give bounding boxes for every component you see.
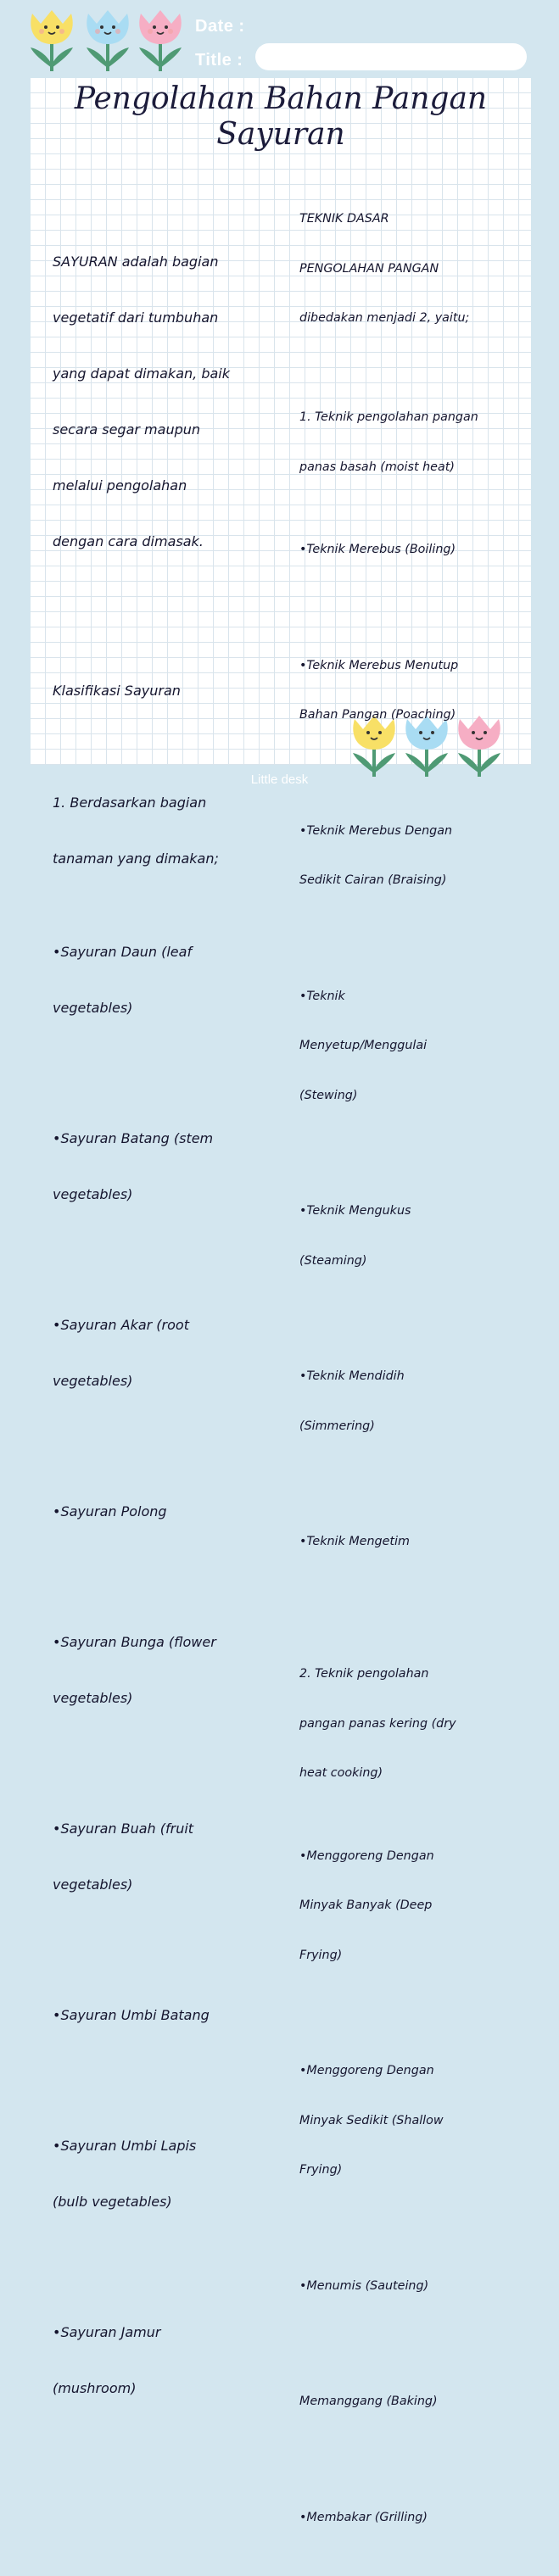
- list-item: [53, 1092, 286, 1241]
- group-title-line: pangan panas kering (dry: [299, 1716, 456, 1731]
- list-item: [299, 2361, 522, 2444]
- list-item: [53, 1782, 286, 1932]
- list-item-line: Sedikit Cairan (Braising): [299, 873, 447, 887]
- list-item-line: •Membakar (Grilling): [299, 2510, 428, 2524]
- intro-line: secara segar maupun: [53, 421, 201, 438]
- list-item-line: •Menumis (Sauteing): [299, 2278, 429, 2293]
- list-item: [299, 1501, 522, 1584]
- list-item: [299, 2477, 522, 2560]
- list-item-line: •Teknik Merebus Dengan: [299, 823, 453, 838]
- list-item-line: •Sayuran Bunga (flower: [53, 1634, 216, 1650]
- list-item: [53, 1969, 286, 2062]
- list-item-line: Minyak Sedikit (Shallow: [299, 2113, 444, 2127]
- list-item: [53, 1465, 286, 1558]
- list-item-line: •Sayuran Batang (stem: [53, 1130, 214, 1146]
- list-item-line: •Sayuran Umbi Lapis: [53, 2138, 197, 2154]
- tulip-yellow-icon: [25, 5, 78, 73]
- intro-line: dengan cara dimasak.: [53, 533, 204, 549]
- list-item: [53, 2286, 286, 2435]
- footer-brand: Little desk: [250, 772, 309, 787]
- section-title: Klasifikasi Sayuran: [53, 683, 181, 699]
- list-item-line: Bahan Pangan (Poaching): [299, 708, 456, 722]
- intro-paragraph: [53, 215, 286, 588]
- list-item: [299, 625, 522, 757]
- list-item-line: •Sayuran Jamur: [53, 2324, 161, 2340]
- list-item: [53, 1279, 286, 1428]
- list-item-line: Memanggang (Baking): [299, 2395, 438, 2408]
- list-item-line: (Steaming): [299, 1253, 367, 1268]
- title-field[interactable]: [255, 43, 527, 70]
- heading-line: TEKNIK DASAR: [299, 212, 389, 226]
- page-title-line2: Sayuran: [216, 117, 345, 152]
- intro-line: SAYURAN adalah bagian: [53, 254, 219, 270]
- list-item: [299, 956, 522, 1138]
- intro-line: vegetatif dari tumbuhan: [53, 309, 219, 326]
- list-item-line: (mushroom): [53, 2380, 137, 2396]
- sub-heading-line: tanaman yang dimakan;: [53, 850, 219, 867]
- list-item-line: Frying): [299, 2163, 343, 2177]
- list-item-line: (Simmering): [299, 1419, 375, 1433]
- heading-line: PENGOLAHAN PANGAN: [299, 261, 439, 276]
- list-item: [299, 790, 522, 923]
- list-item: [53, 1596, 286, 1745]
- list-item-line: Menyetup/Menggulai: [299, 1039, 428, 1052]
- list-item-line: vegetables): [53, 1000, 133, 1016]
- list-item-line: •Sayuran Umbi Batang: [53, 2007, 210, 2023]
- right-column: [299, 178, 522, 2576]
- date-label: Date :: [195, 17, 245, 36]
- tulip-blue-icon: [81, 5, 134, 73]
- list-item-line: •Teknik Mengetim: [299, 1535, 410, 1548]
- list-item-line: •Teknik Merebus (Boiling): [299, 543, 456, 556]
- sub-heading-line: 1. Berdasarkan bagian: [53, 795, 207, 811]
- list-item-line: •Sayuran Akar (root: [53, 1317, 189, 1333]
- list-item: [299, 1335, 522, 1468]
- list-item: [299, 509, 522, 592]
- list-item-line: (Stewing): [299, 1088, 358, 1102]
- list-item-line: (bulb vegetables): [53, 2194, 172, 2210]
- list-item-line: •Menggoreng Dengan: [299, 1848, 434, 1863]
- list-item-line: •Sayuran Buah (fruit: [53, 1820, 194, 1837]
- list-item-line: vegetables): [53, 1876, 133, 1893]
- list-item-line: •Teknik Merebus Menutup: [299, 658, 459, 672]
- list-item: [53, 2099, 286, 2249]
- heading-line: dibedakan menjadi 2, yaitu;: [299, 311, 470, 325]
- left-column: [53, 178, 286, 2454]
- list-item: [299, 2245, 522, 2328]
- list-item-line: •Teknik: [299, 989, 345, 1003]
- intro-line: yang dapat dimakan, baik: [53, 365, 230, 382]
- list-item: [299, 1170, 522, 1302]
- group-title-line: 2. Teknik pengolahan: [299, 1667, 429, 1681]
- list-item-line: •Menggoreng Dengan: [299, 2064, 434, 2077]
- list-item-line: •Sayuran Polong: [53, 1503, 167, 1519]
- group-title-line: panas basah (moist heat): [299, 460, 455, 474]
- page-title-line1: Pengolahan Bahan Pangan: [74, 81, 488, 116]
- list-item-line: Frying): [299, 1948, 343, 1962]
- title-label: Title :: [195, 51, 243, 70]
- list-item-line: vegetables): [53, 1690, 133, 1706]
- group-title-line: 1. Teknik pengolahan pangan: [299, 410, 478, 424]
- list-item-line: Minyak Banyak (Deep: [299, 1899, 433, 1912]
- list-item-line: •Teknik Mengukus: [299, 1204, 411, 1218]
- list-item: [299, 2030, 522, 2212]
- list-item-line: •Teknik Mendidih: [299, 1369, 405, 1383]
- tulip-pink-icon: [134, 5, 187, 73]
- list-item-line: vegetables): [53, 1373, 133, 1389]
- list-item: [53, 906, 286, 1055]
- list-item-line: •Sayuran Daun (leaf: [53, 944, 193, 960]
- group-title-line: heat cooking): [299, 1766, 383, 1780]
- intro-line: melalui pengolahan: [53, 477, 187, 493]
- list-item: [299, 1815, 522, 1998]
- list-item-line: vegetables): [53, 1186, 133, 1202]
